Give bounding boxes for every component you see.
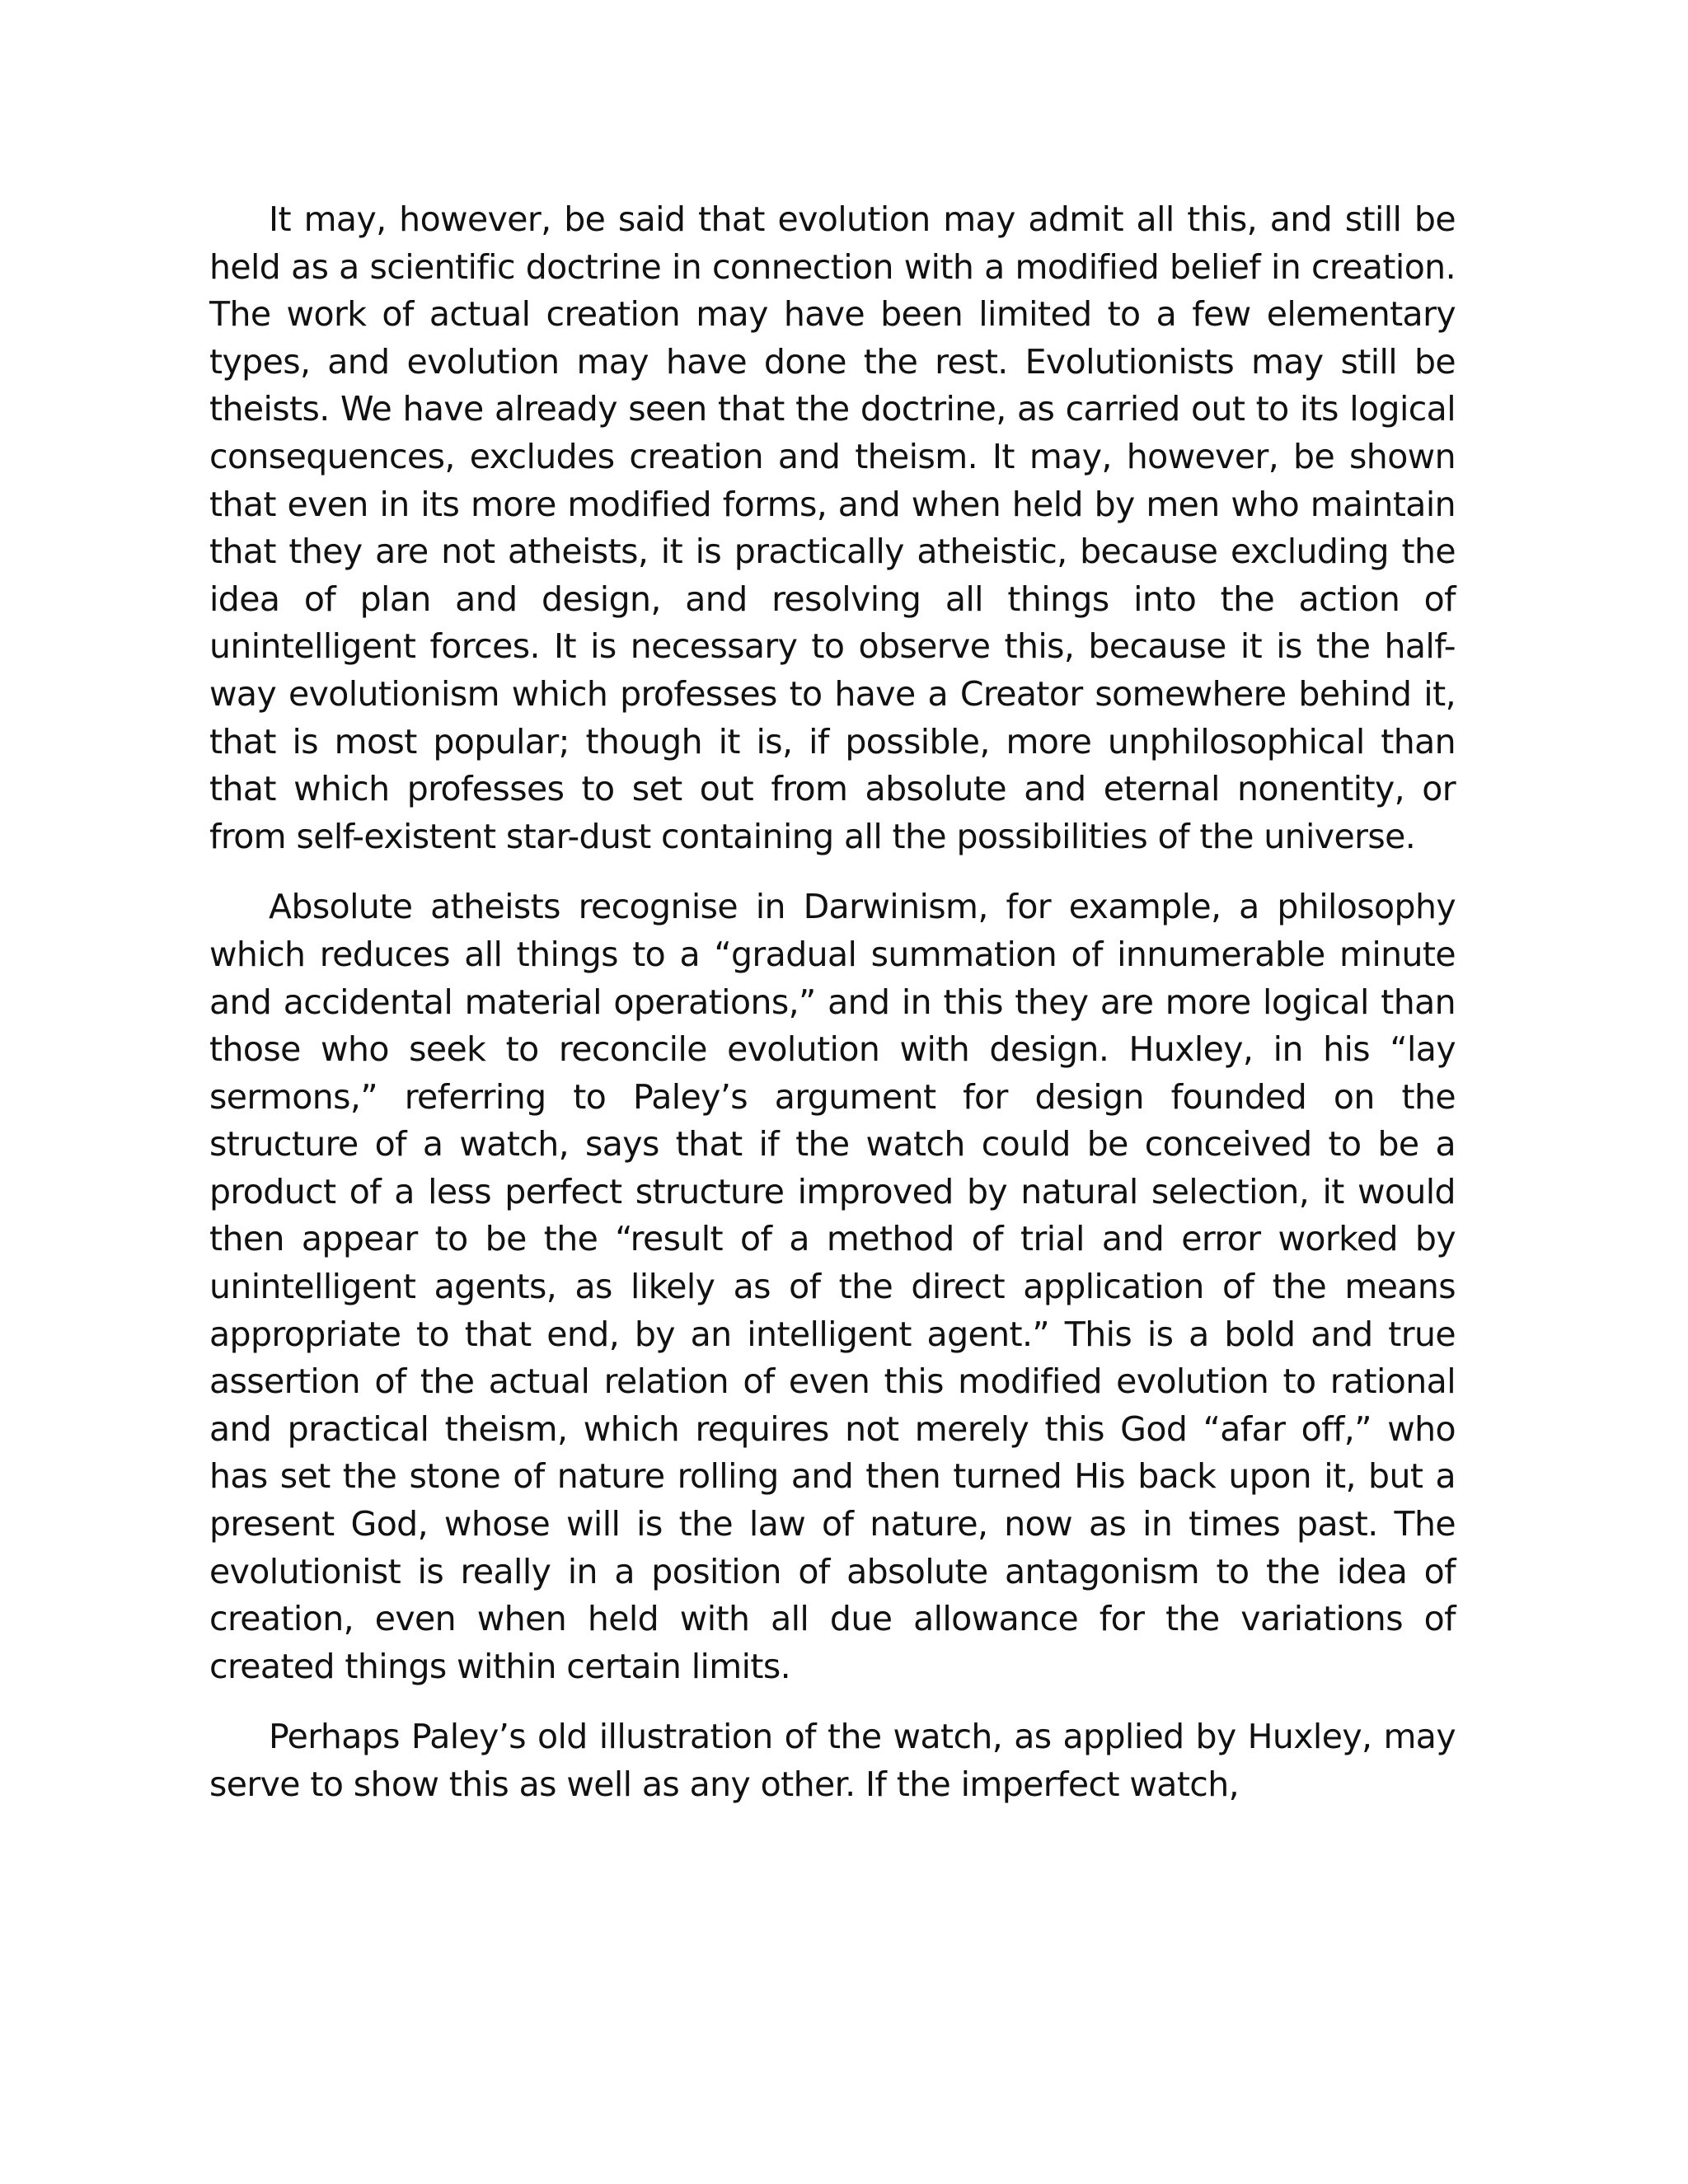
paragraph-paley-watch: Perhaps Paley’s old illustration of the watch, as applied by Huxley, may serve to show this as well as any other. If the imperfect watch, — [209, 1717, 1456, 1804]
paragraph-creation-and-theism: It may, however, be said that evolution may admit all this, and still be held as a scientific doctrine in connection with a modified belief in creation. The work of actual creation may have been limited to a few elementary types, and evolution may have done the rest. Evolutionists may still be theists. We have already seen that the doctrine, as carried out to its logical consequences, excludes creation and theism. It may, however, be shown that even in its more modified forms, and when held by men who maintain that they are not atheists, it is practically atheistic, because excluding the idea of plan and design, and resolving all things into the action of unintelligent forces. It is necessary to observe this, because it is the half-way evolutionism which professes to have a Creator somewhere behind it, that is most popular; though it is, if possible, more unphilosophical than that which professes to set out from absolute and eternal nonentity, or from self-existent star-dust containing all the possibilities of the universe. — [209, 199, 1456, 856]
document-page — [209, 196, 1456, 1809]
paragraph-darwinism-and-design: Absolute atheists recognise in Darwinism, for example, a philosophy which reduces all things to a “gradual summation of innumerable minute and accidental material operations,” and in this they are more logical than those who seek to reconcile evolution with design. Huxley, in his “lay sermons,” referring to Paley’s argument for design founded on the structure of a watch, says that if the watch could be conceived to be a product of a less perfect structure improved by natural selection, it would then appear to be the “result of a method of trial and error worked by unintelligent agents, as likely as of the direct application of the means appropriate to that end, by an intelligent agent.” This is a bold and true assertion of the actual relation of even this modified evolution to rational and practical theism, which requires not merely this God “afar off,” who has set the stone of nature rolling and then turned His back upon it, but a present God, whose will is the law of nature, now as in times past. The evolutionist is really in a position of absolute antagonism to the idea of creation, even when held with all due allowance for the variations of created things within certain limits. — [209, 887, 1456, 1686]
